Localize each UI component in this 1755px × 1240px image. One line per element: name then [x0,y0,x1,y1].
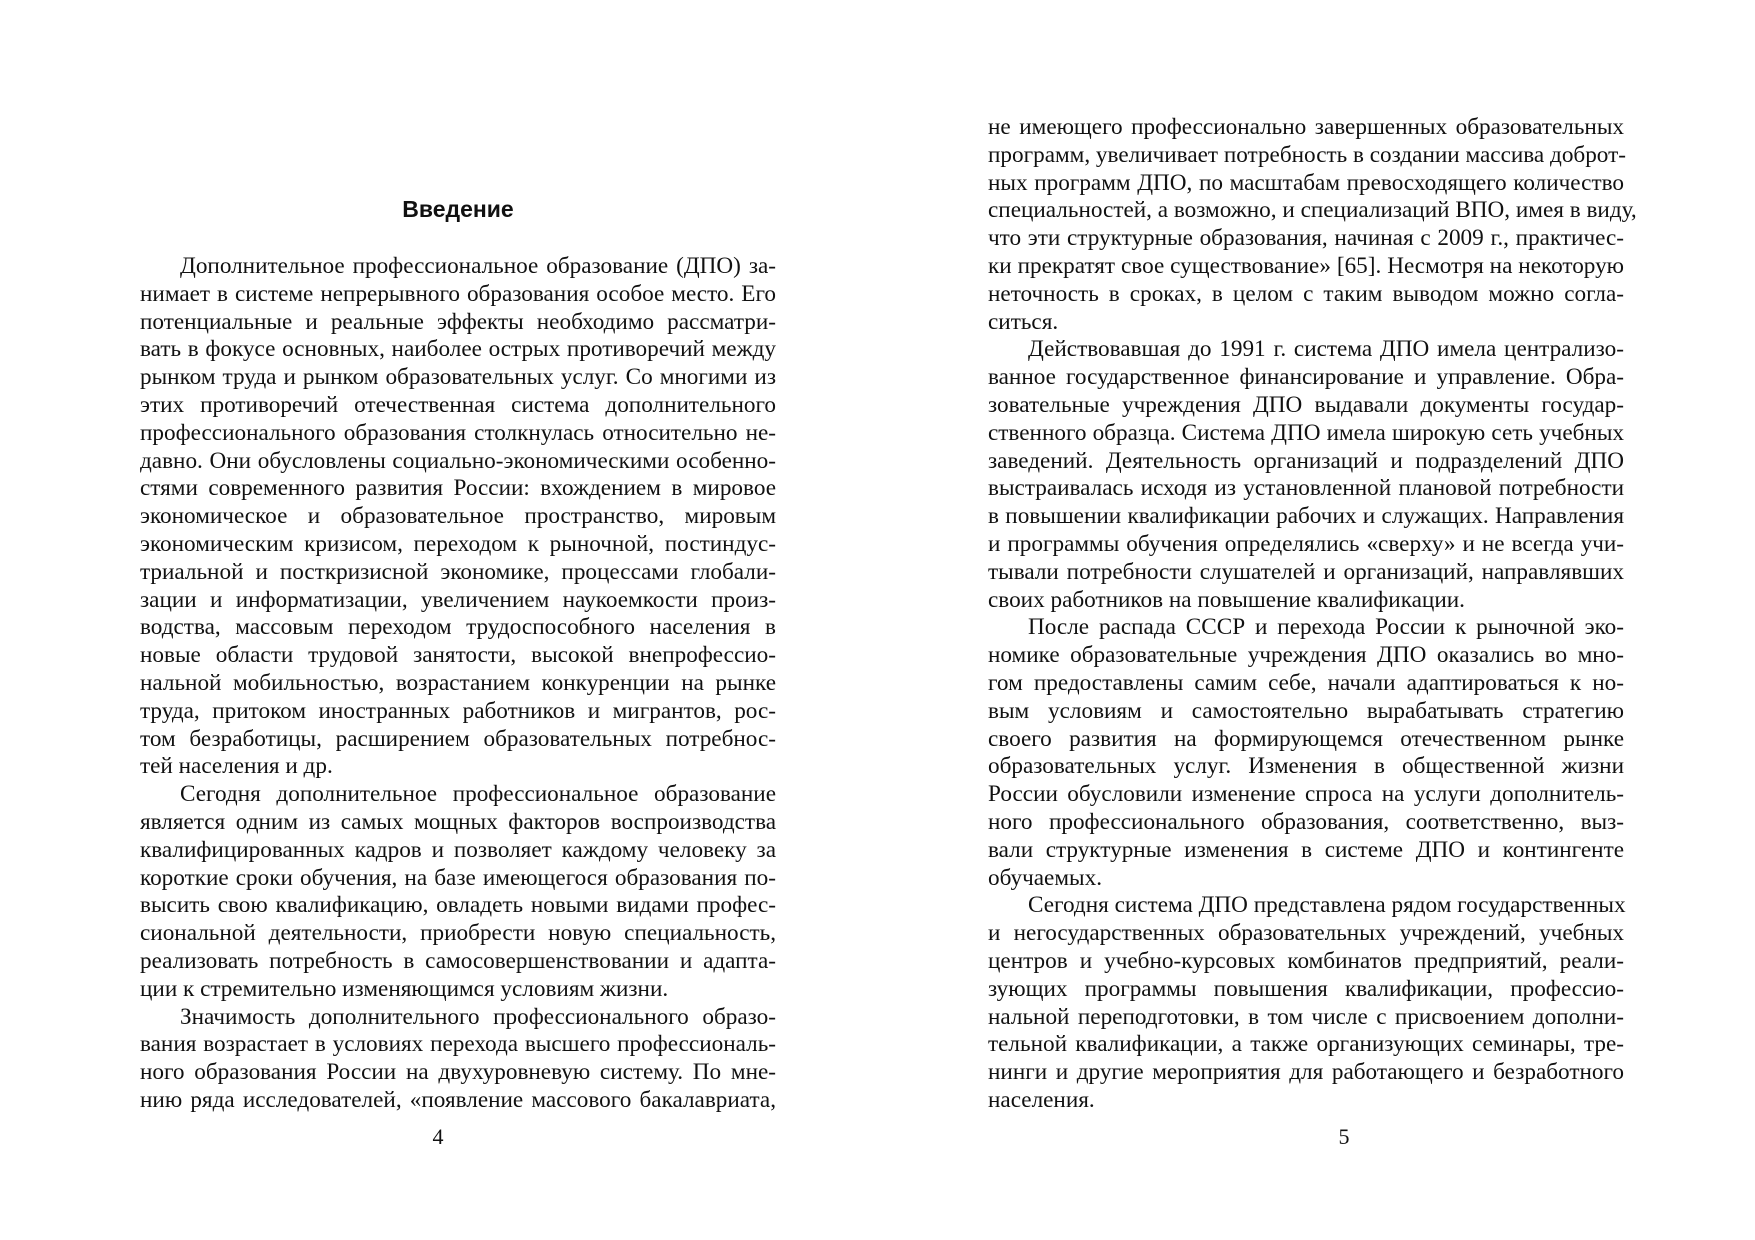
text-line: нинги и другие мероприятия для работающего и безработного [988,1059,1624,1086]
text-line: ки прекратят свое существование» [65]. Несмотря на некоторую [988,252,1624,279]
text-line: высить свою квалификацию, овладеть новыми видами профес- [140,892,776,919]
text-line: После распада СССР и перехода России к рыночной эко- [1028,614,1624,641]
text-line: неточность в сроках, в целом с таким выводом можно согла- [988,280,1624,307]
text-line: Сегодня система ДПО представлена рядом государственных [1028,892,1626,919]
left-page-body [140,253,776,1115]
text-line: триальной и посткризисной экономике, процессами глобали- [140,558,776,585]
text-line: Действовавшая до 1991 г. система ДПО имела централизо- [1028,336,1624,363]
text-line: короткие сроки обучения, на базе имеющегося образования по- [140,864,776,891]
left-page [0,0,877,1240]
text-line: новые области трудовой занятости, высокой внепрофессио- [140,642,776,669]
left-page-number: 4 [432,1124,444,1149]
text-line: вать в фокусе основных, наиболее острых противоречий между [140,336,776,363]
text-line: специальностей, а возможно, и специализаций ВПО, имея в виду, [988,197,1637,224]
text-line: вали структурные изменения в системе ДПО и контингенте [988,836,1624,863]
text-line: центров и учебно-курсовых комбинатов предприятий, реали- [988,947,1624,974]
text-line: своего развития на формирующемся отечественном рынке [988,725,1624,752]
text-line: давно. Они обусловлены социально-экономическими особенно- [140,447,776,474]
text-line: программ, увеличивает потребность в создании массива доброт- [988,141,1626,168]
text-line: квалифицированных кадров и позволяет каждому человеку за [140,836,776,863]
page-heading: Введение [402,196,514,222]
text-line: этих противоречий отечественная система дополнительного [140,391,776,418]
text-line: зовательные учреждения ДПО выдавали документы государ- [988,391,1624,418]
text-line: стями современного развития России: вхождением в мировое [140,475,776,502]
text-line: Сегодня дополнительное профессиональное образование [180,781,776,808]
text-line: не имеющего профессионально завершенных образовательных [988,114,1624,140]
text-line: вым условиям и самостоятельно вырабатывать стратегию [988,697,1624,724]
right-page-number: 5 [1338,1124,1350,1149]
text-line: потенциальные и реальные эффекты необходимо рассматри- [140,308,776,335]
text-line: нимает в системе непрерывного образования особое место. Его [140,280,776,307]
text-line: ного профессионального образования, соответственно, выз- [988,808,1624,835]
text-line: ных программ ДПО, по масштабам превосходящего количество [988,169,1624,196]
right-page-body [988,114,1637,1115]
text-line: зующих программы повышения квалификации, профессио- [988,975,1624,1002]
text-line: Дополнительное профессиональное образование (ДПО) за- [180,253,776,279]
text-line: экономическое и образовательное пространство, мировым [140,503,776,530]
text-line: нию ряда исследователей, «появление массового бакалавриата, [140,1086,776,1113]
text-line: тывали потребности слушателей и организаций, направлявших [988,558,1624,585]
text-line: вания возрастает в условиях перехода высшего профессиональ- [140,1031,776,1058]
text-line: что эти структурные образования, начиная с 2009 г., практичес- [988,225,1624,252]
text-line: труда, притоком иностранных работников и мигрантов, рос- [140,697,776,724]
text-line: сиональной деятельности, приобрести новую специальность, [140,920,776,947]
text-line: тей населения и др. [140,753,333,780]
text-line: реализовать потребность в самосовершенствовании и адапта- [140,947,776,974]
text-line: водства, массовым переходом трудоспособного населения в [140,614,776,641]
text-line: нальной переподготовки, в том числе с присвоением дополни- [988,1003,1624,1030]
text-line: выстраивалась исходя из установленной плановой потребности [988,475,1624,502]
text-line: ственного образца. Система ДПО имела широкую сеть учебных [988,419,1624,446]
text-line: Значимость дополнительного профессионального образо- [180,1003,776,1030]
text-line: своих работников на повышение квалификации. [988,586,1465,613]
text-line: экономическим кризисом, переходом к рыночной, постиндус- [140,530,776,557]
text-line: номике образовательные учреждения ДПО оказались во мно- [988,642,1624,669]
text-line: профессионального образования столкнулась относительно не- [140,419,776,446]
text-line: нальной мобильностью, возрастанием конкуренции на рынке [140,669,776,696]
text-line: населения. [988,1086,1095,1113]
text-line: ного образования России на двухуровневую систему. По мне- [140,1059,776,1086]
text-line: ванное государственное финансирование и управление. Обра- [988,364,1624,391]
text-line: является одним из самых мощных факторов воспроизводства [140,808,776,835]
text-line: гом предоставлены самим себе, начали адаптироваться к но- [988,669,1624,696]
right-page [877,0,1755,1240]
text-line: тельной квалификации, а также организующих семинары, тре- [988,1031,1624,1058]
text-line: обучаемых. [988,864,1102,891]
text-line: и негосударственных образовательных учреждений, учебных [988,920,1624,947]
text-line: заведений. Деятельность организаций и подразделений ДПО [988,447,1624,474]
text-line: и программы обучения определялись «сверху» и не всегда учи- [988,530,1624,557]
text-line: рынком труда и рынком образовательных услуг. Со многими из [140,364,776,391]
text-line: том безработицы, расширением образовательных потребнос- [140,725,776,752]
text-line: России обусловили изменение спроса на услуги дополнитель- [988,781,1624,808]
text-line: ситься. [988,308,1059,335]
text-line: образовательных услуг. Изменения в общественной жизни [988,753,1624,780]
text-line: ции к стремительно изменяющимся условиям жизни. [140,975,669,1002]
text-line: зации и информатизации, увеличением наукоемкости произ- [140,586,776,613]
text-line: в повышении квалификации рабочих и служащих. Направления [988,503,1624,530]
